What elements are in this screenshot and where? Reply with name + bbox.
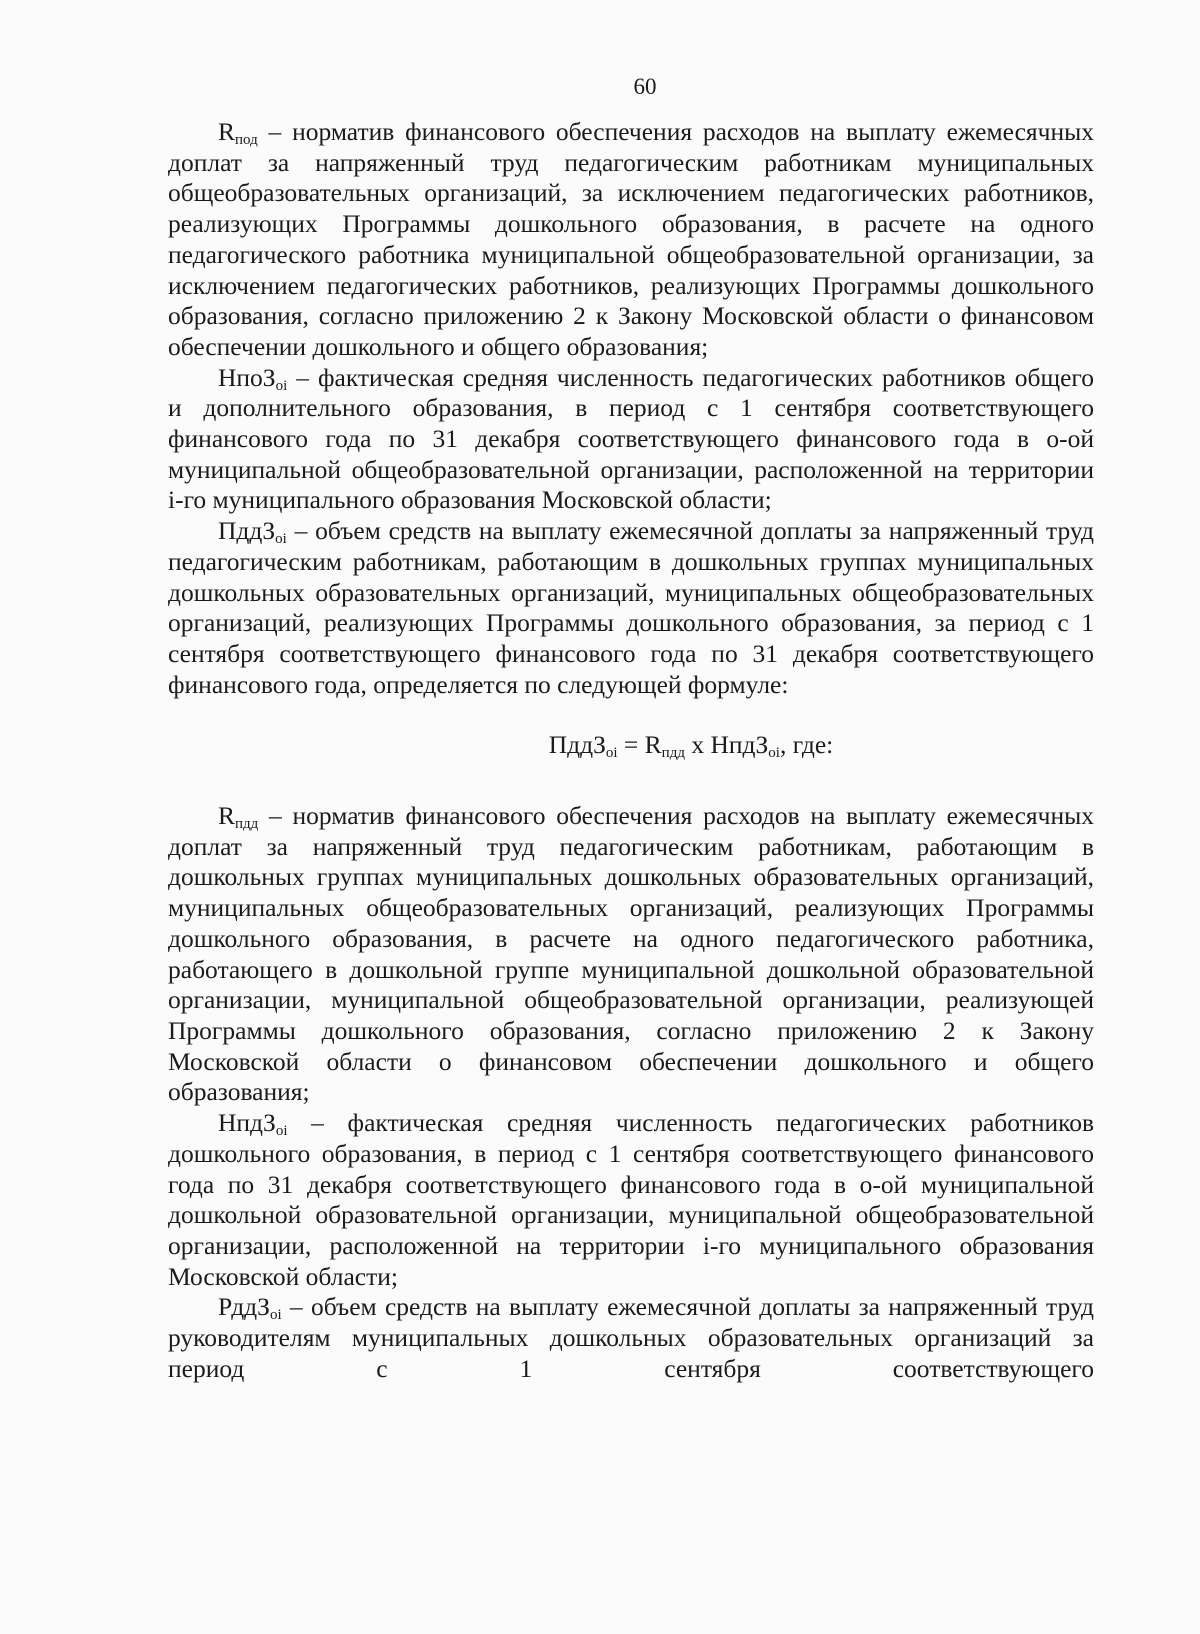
definition-paragraph [168,801,1094,1108]
formula-lhs-subscript: oi [605,745,618,762]
term-symbol: НпдЗ [218,1108,276,1138]
definition-text: – фактическая средняя численность педагогических работников общего и дополнительного образования, в период с 1 сентября соответствующего финансового года по 31 декабря соответствующего финансового года в о-ой муниципальной общеобразовательной организации, расположенной на территории i-го муниципального образования Московской области; [168,362,1094,515]
definition-paragraph [168,117,1094,363]
definition-text: – норматив финансового обеспечения расходов на выплату ежемесячных доплат за напряженный труд педагогическим работникам, работающим в дошкольных группах муниципальных дошкольных образовательных организаций, муниципальных общеобразовательных организаций, реализующих Программы дошкольного образования, в расчете на одного педагогического работника, работающего в дошкольной группе муниципальной дошкольной образовательной организации, муниципальной общеобразовательной организации, реализующей Программы дошкольного образования, согласно приложению 2 к Закону Московской области о финансовом обеспечении дошкольного и общего образования; [168,801,1094,1107]
term-subscript: oi [275,531,287,548]
formula-multiplier-subscript: oi [768,745,780,762]
definition-paragraph [168,363,1094,517]
formula-lhs: ПддЗ [548,730,606,760]
definition-text: – объем средств на выплату ежемесячной доплаты за напряженный труд руководителям муниципальных дошкольных образовательных организаций за период с 1 сентября соответствующего [168,1292,1094,1383]
term-subscript: пдд [235,816,259,833]
term-symbol: НпоЗ [218,362,276,392]
page-number: 60 [633,74,657,99]
term-symbol: R [218,117,236,146]
term-symbol: R [218,801,236,831]
definition-paragraph [168,1292,1094,1384]
definition-paragraph [168,516,1094,700]
definition-text: – фактическая средняя численность педагогических работников дошкольного образования, в период с 1 сентября соответствующего финансового года по 31 декабря соответствующего финансового года в о-ой муниципальной дошкольной образовательной организации, муниципальной общеобразовательной организации, расположенной на территории i-го муниципального образования Московской области; [168,1108,1094,1291]
formula-equals: = R [617,730,662,760]
definition-text: – норматив финансового обеспечения расходов на выплату ежемесячных доплат за напряженный труд педагогическим работникам муниципальных общеобразовательных организаций, за исключением педагогических работников, реализующих Программы дошкольного образования, в расчете на одного педагогического работника муниципальной общеобразовательной организации, за исключением педагогических работников, реализующих Программы дошкольного образования, согласно приложению 2 к Закону Московской области о финансовом обеспечении дошкольного и общего образования; [168,117,1094,361]
formula-r-subscript: пдд [661,745,685,762]
formula-tail: , где: [779,730,834,760]
term-symbol: РддЗ [218,1292,270,1322]
term-subscript: oi [269,1307,282,1324]
term-subscript: под [235,132,258,148]
term-symbol: ПддЗ [218,516,276,546]
definition-text: – объем средств на выплату ежемесячной доплаты за напряженный труд педагогическим работникам, работающим в дошкольных группах муниципальных дошкольных образовательных организаций, муниципальных общеобразовательных организаций, реализующих Программы дошкольного образования, за период с 1 сентября соответствующего финансового года по 31 декабря соответствующего финансового года, определяется по следующей формуле: [168,516,1094,699]
term-subscript: oi [275,1123,288,1140]
term-subscript: oi [275,377,288,394]
formula [168,730,1094,761]
formula-multiplier: x НпдЗ [684,730,769,760]
definition-paragraph [168,1108,1094,1292]
document-body [168,117,1094,1384]
